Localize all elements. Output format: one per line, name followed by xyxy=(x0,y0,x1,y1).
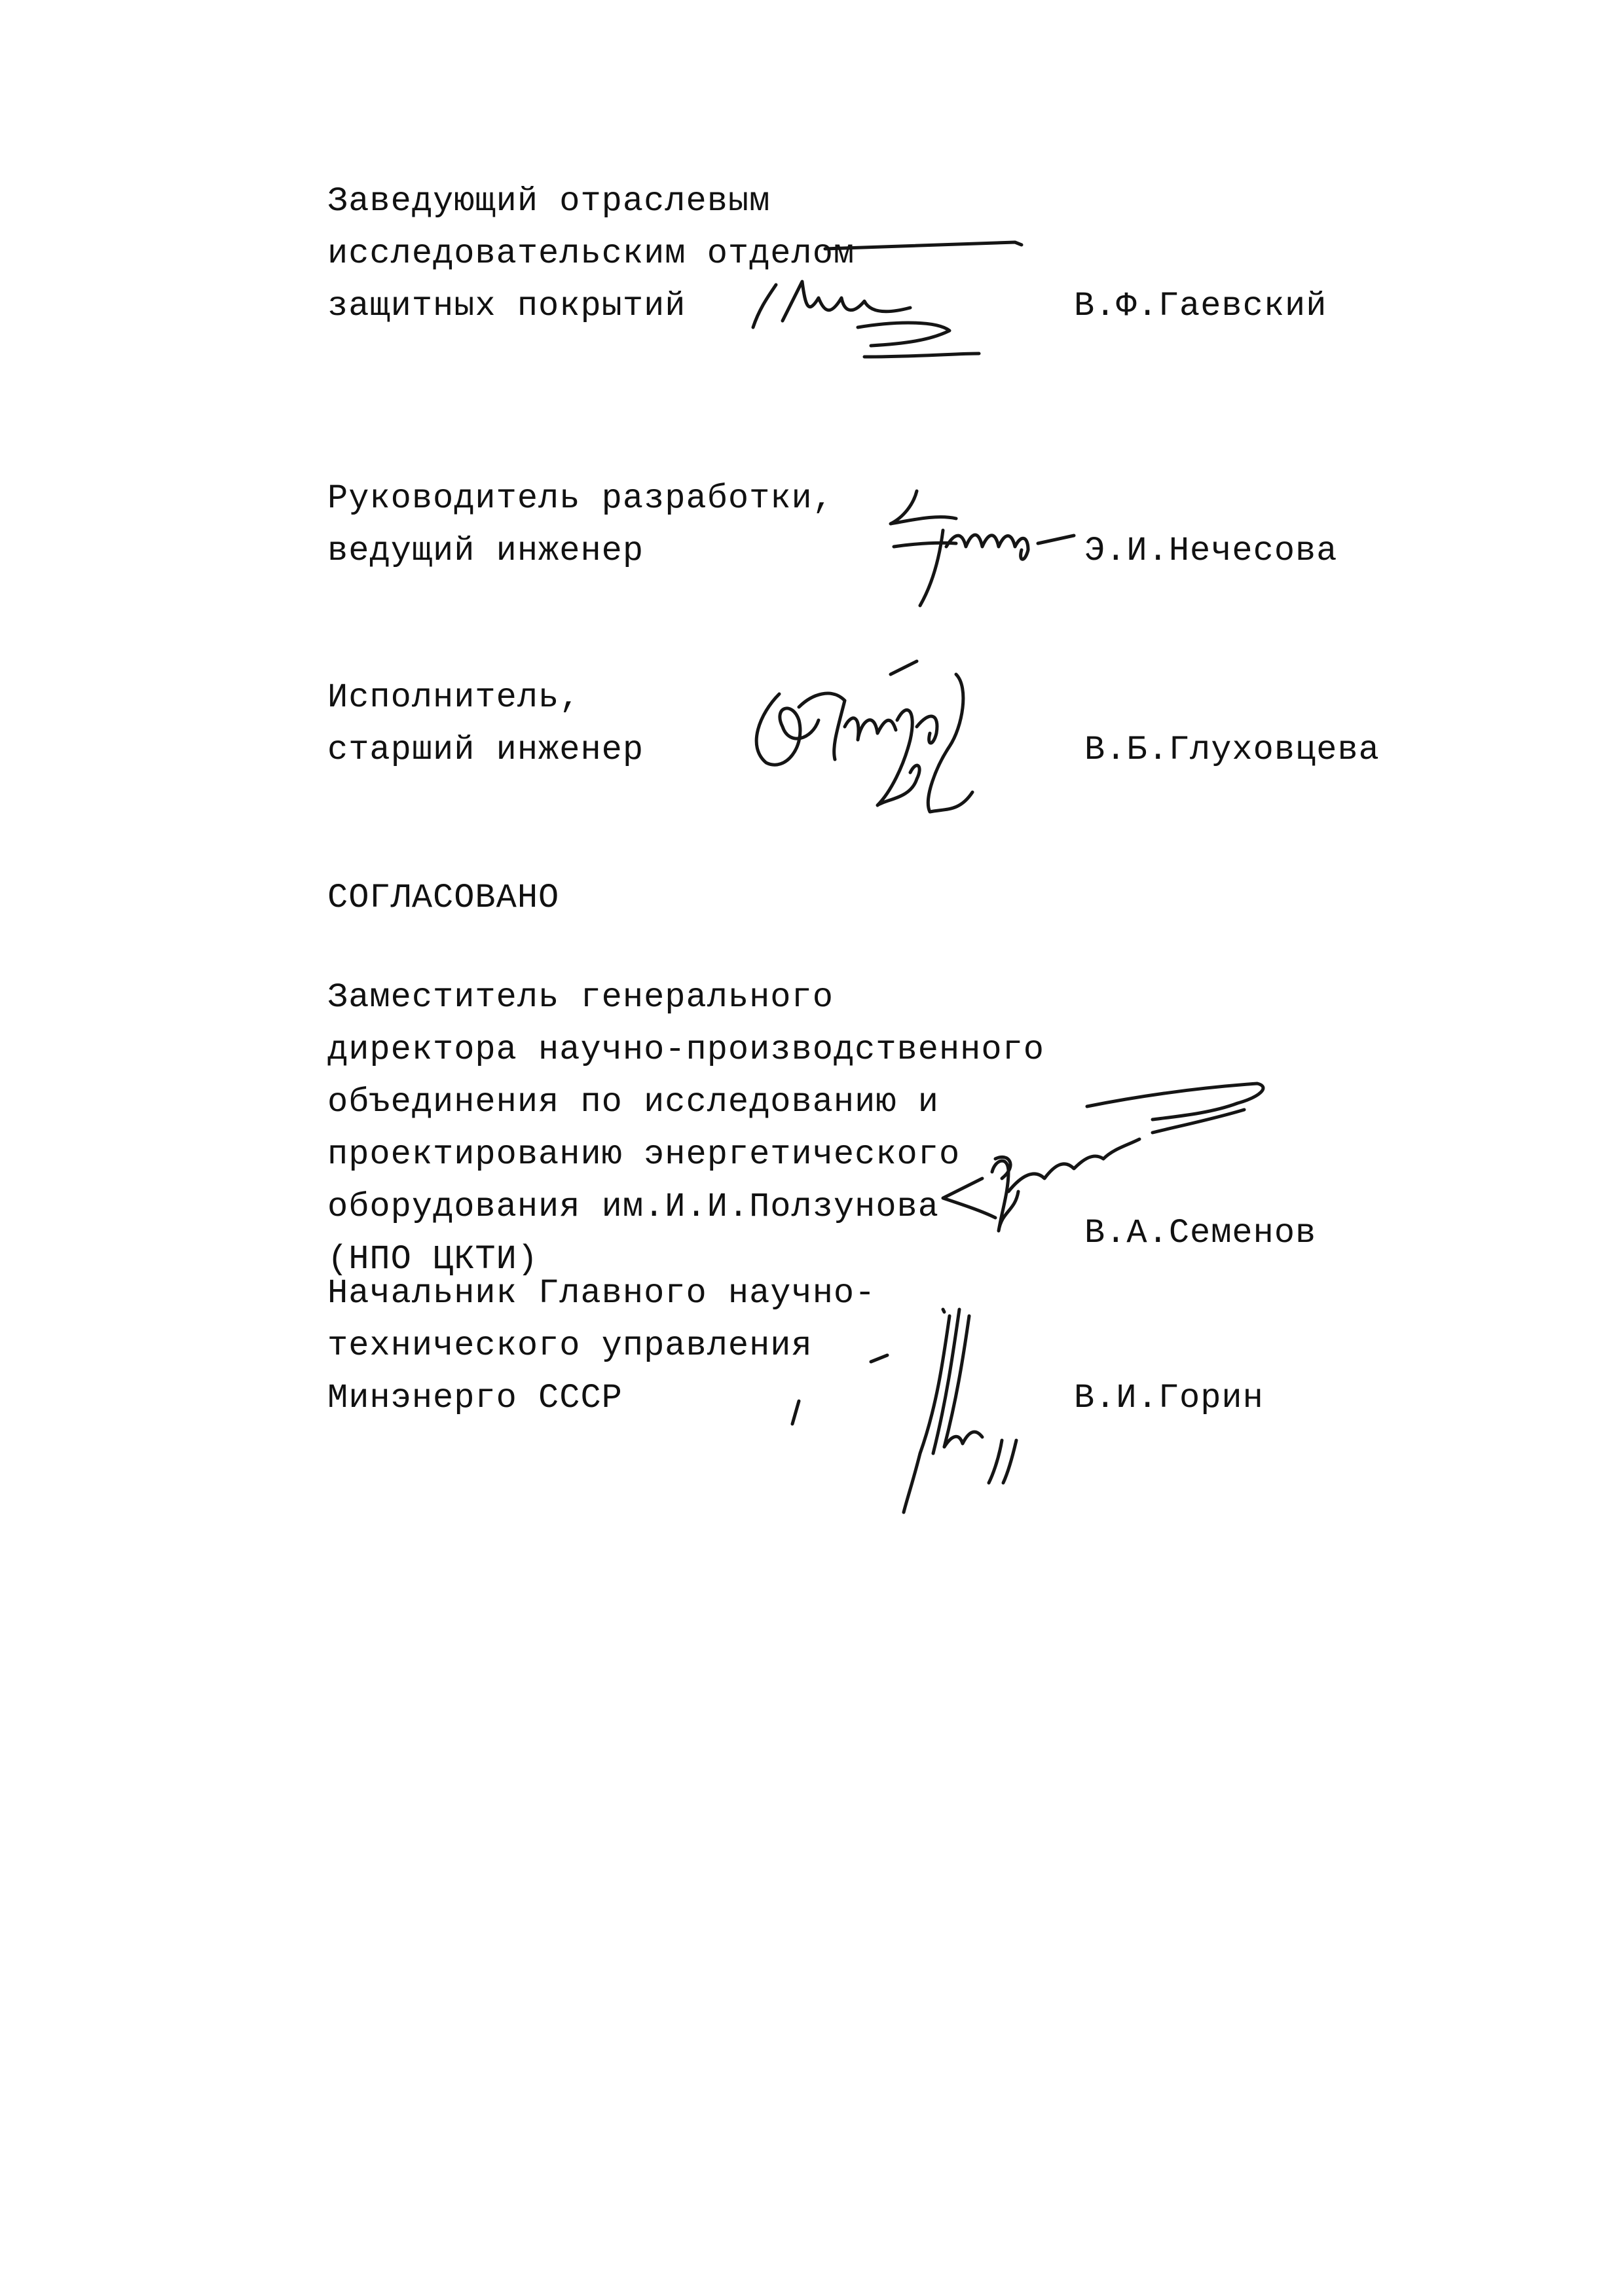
title-line: (НПО ЦКТИ) xyxy=(327,1240,539,1279)
title-line: Минэнерго СССР xyxy=(327,1379,623,1417)
signature-3-graphic xyxy=(720,648,1008,838)
title-line: оборудования им.И.И.Ползунова xyxy=(327,1188,939,1226)
title-line: ведущий инженер xyxy=(327,532,644,570)
signatory-name: В.А.Семенов xyxy=(1084,1214,1317,1252)
signatory-lead-developer xyxy=(327,473,834,577)
title-line: объединения по исследованию и xyxy=(327,1083,939,1121)
title-line: проектированию энергетического xyxy=(327,1135,961,1174)
signature-2-graphic xyxy=(864,484,1087,615)
agreed-heading: СОГЛАСОВАНО xyxy=(327,879,560,917)
signature-4-graphic xyxy=(904,1061,1323,1290)
title-line: директора научно-производственного xyxy=(327,1030,1044,1069)
title-line: защитных покрытий xyxy=(327,287,686,325)
title-line: Начальник Главного научно- xyxy=(327,1274,876,1313)
signatory-executor xyxy=(327,672,644,776)
title-line: Заведующий отраслевым xyxy=(327,182,771,221)
signatory-name: Э.И.Нечесова xyxy=(1084,532,1338,570)
title-line: Исполнитель, xyxy=(327,678,581,717)
signature-1-graphic xyxy=(720,236,1061,380)
agreed-block xyxy=(327,872,559,924)
title-line: Заместитель генерального xyxy=(327,978,834,1017)
title-line: старший инженер xyxy=(327,731,644,769)
signatory-name: В.Ф.Гаевский xyxy=(1074,287,1327,325)
title-line: технического управления xyxy=(327,1326,813,1365)
signatory-name: В.Б.Глуховцева xyxy=(1084,731,1380,769)
signatory-name: В.И.Горин xyxy=(1074,1379,1264,1417)
title-line: исследовательским отделом xyxy=(327,234,855,273)
title-line: Руководитель разработки, xyxy=(327,479,834,518)
signature-5-graphic xyxy=(773,1303,1061,1539)
